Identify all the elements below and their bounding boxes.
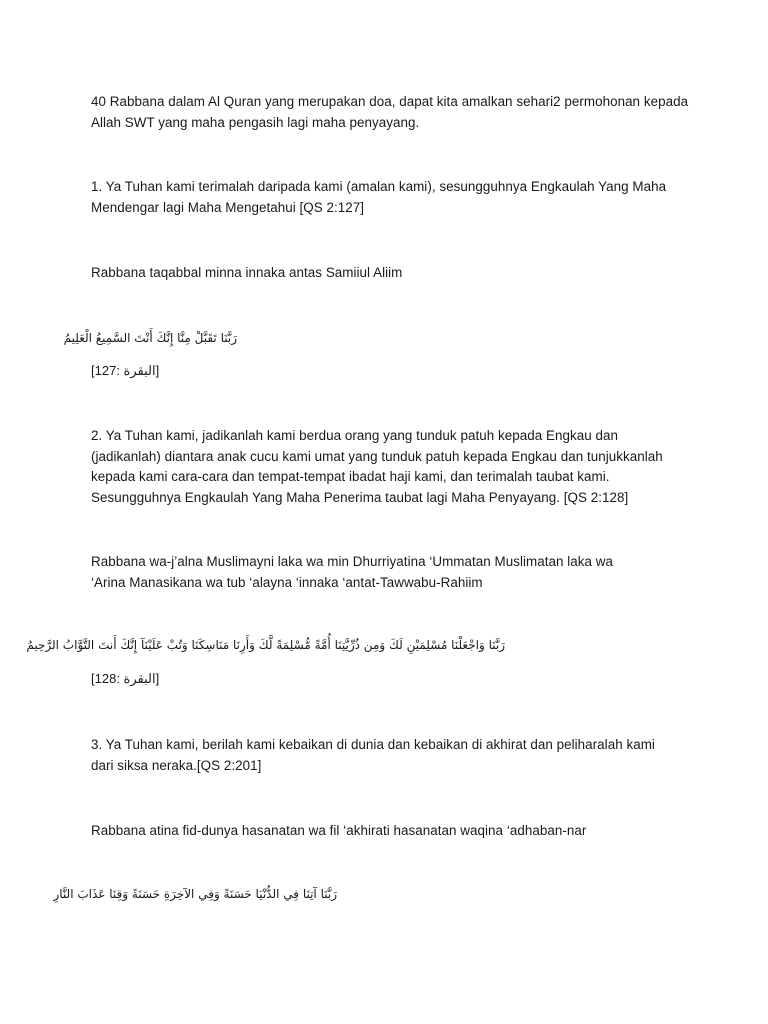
item-3-arabic: رَبَّنَا آتِنَا فِي الدُّنْيَا حَسَنَةً وَفِي الآخِرَةِ حَسَنَةً وَقِنَا عَذَابَ النَّارِ: [53, 887, 337, 901]
item-3-transliteration: Rabbana atina fid-dunya hasanatan wa fil ‘akhirati hasanatan waqina ‘adhaban-nar: [91, 823, 587, 838]
item-1-arabic: رَبَّنَا تَقَبَّلْ مِنَّا إِنَّكَ أَنْتَ السَّمِيعُ الْعَلِيمُ: [63, 331, 237, 345]
item-2-transliteration: Rabbana wa-j’alna Muslimayni laka wa min Dhurriyatina ‘Ummatan Muslimatan laka wa ‘Arina Manasikana wa tub ‘alayna ‘innaka ‘antat-Tawwabu-Rahiim: [91, 554, 614, 590]
intro-paragraph: 40 Rabbana dalam Al Quran yang merupakan doa, dapat kita amalkan sehari2 permohonan kepada Allah SWT yang maha pengasih lagi maha penyayang.: [91, 94, 689, 130]
item-2-reference: [البقرة :128]: [91, 671, 160, 686]
item-3-meaning: 3. Ya Tuhan kami, berilah kami kebaikan di dunia dan kebaikan di akhirat dan peliharalah kami dari siksa neraka.[QS 2:201]: [91, 737, 655, 773]
item-1-transliteration: Rabbana taqabbal minna innaka antas Samiiul Aliim: [91, 265, 403, 280]
item-1-meaning: 1. Ya Tuhan kami terimalah daripada kami (amalan kami), sesungguhnya Engkaulah Yang Maha Mendengar lagi Maha Mengetahui [QS 2:127]: [91, 179, 667, 215]
item-1-reference: [البقرة :127]: [91, 363, 160, 378]
item-2-meaning: 2. Ya Tuhan kami, jadikanlah kami berdua orang yang tunduk patuh kepada Engkau dan (jadikanlah) diantara anak cucu kami umat yang tunduk patuh kepada Engkau dan tunjukkanlah kepada kami cara-cara dan tempat-tempat ibadat haji kami, dan terimalah taubat kami. Sesungguhnya Engkaulah Yang Maha Penerima taubat lagi Maha Penyayang. [QS 2:128]: [91, 428, 663, 505]
item-2-arabic: رَبَّنَا وَاجْعَلْنَا مُسْلِمَيْنِ لَكَ وَمِن ذُرِّيَّتِنَا أُمَّةً مُّسْلِمَةً لَّكَ وَأَرِنَا مَنَاسِكَنَا وَتُبْ عَلَيْنَآ إِنَّكَ أَنتَ التَّوَّابُ الرَّحِيمُ: [26, 638, 505, 652]
